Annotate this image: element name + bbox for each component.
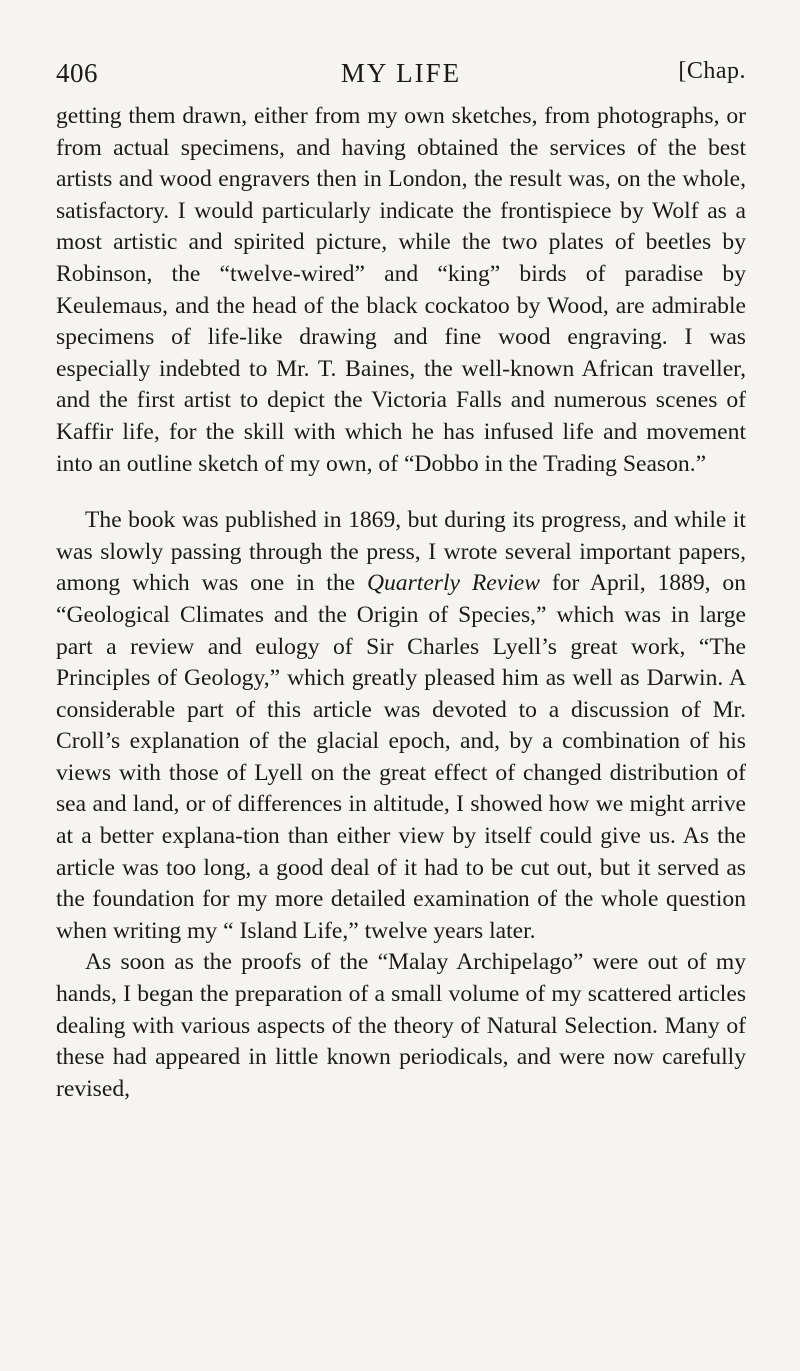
chapter-mark: [Chap. <box>678 58 746 84</box>
paragraph-2-text-after: for April, 1889, on “Geological Climates and the Origin of Species,” which was in large part a review and eulogy of Sir Charles Lyell’s great work, “The Principles of Geology,” which greatly pleased him as well as Darwin. A considerable part of this article was devoted to a discussion of Mr. Croll’s explanation of the glacial epoch, and, by a combination of his views with those of Lyell on the great effect of changed distribution of sea and land, or of differences in altitude, I showed how we might arrive at a better explana-tion than either view by itself could give us. As the article was too long, a good deal of it had to be cut out, but it served as the foundation for my more detailed examination of the whole question when writing my “ Island Life,” twelve years later. <box>56 570 746 944</box>
running-head <box>56 58 746 98</box>
paragraph-3: As soon as the proofs of the “Malay Archipelago” were out of my hands, I began the preparation of a small volume of my scattered articles dealing with various aspects of the theory of Natural Selection. Many of these had appeared in little known periodicals, and were now carefully revised, <box>56 949 746 1102</box>
paragraph-2-text-before: The book was published in 1869, but during its progress, and while it was slowly passing through the press, I wrote several important papers, among which was one in the <box>56 507 746 597</box>
paragraph-2 <box>56 505 746 947</box>
running-title: MY LIFE <box>340 58 462 88</box>
paragraph-1: getting them drawn, either from my own sketches, from photographs, or from actual specimens, and having obtained the services of the best artists and wood engravers then in London, the result was, on the whole, satisfactory. I would particularly indicate the frontispiece by Wolf as a most artistic and spirited picture, while the two plates of beetles by Robinson, the “twelve-wired” and “king” birds of paradise by Keulemaus, and the head of the black cockatoo by Wood, are admirable specimens of life-like drawing and fine wood engraving. I was especially indebted to Mr. T. Baines, the well-known African traveller, and the first artist to depict the Victoria Falls and numerous scenes of Kaffir life, for the skill with which he has infused life and movement into an outline sketch of my own, of “Dobbo in the Trading Season.” <box>56 103 746 477</box>
book-page <box>56 58 746 1105</box>
body-text <box>56 101 746 1105</box>
page-number: 406 <box>56 58 98 88</box>
quarterly-review-title: Quarterly Review <box>366 570 540 597</box>
